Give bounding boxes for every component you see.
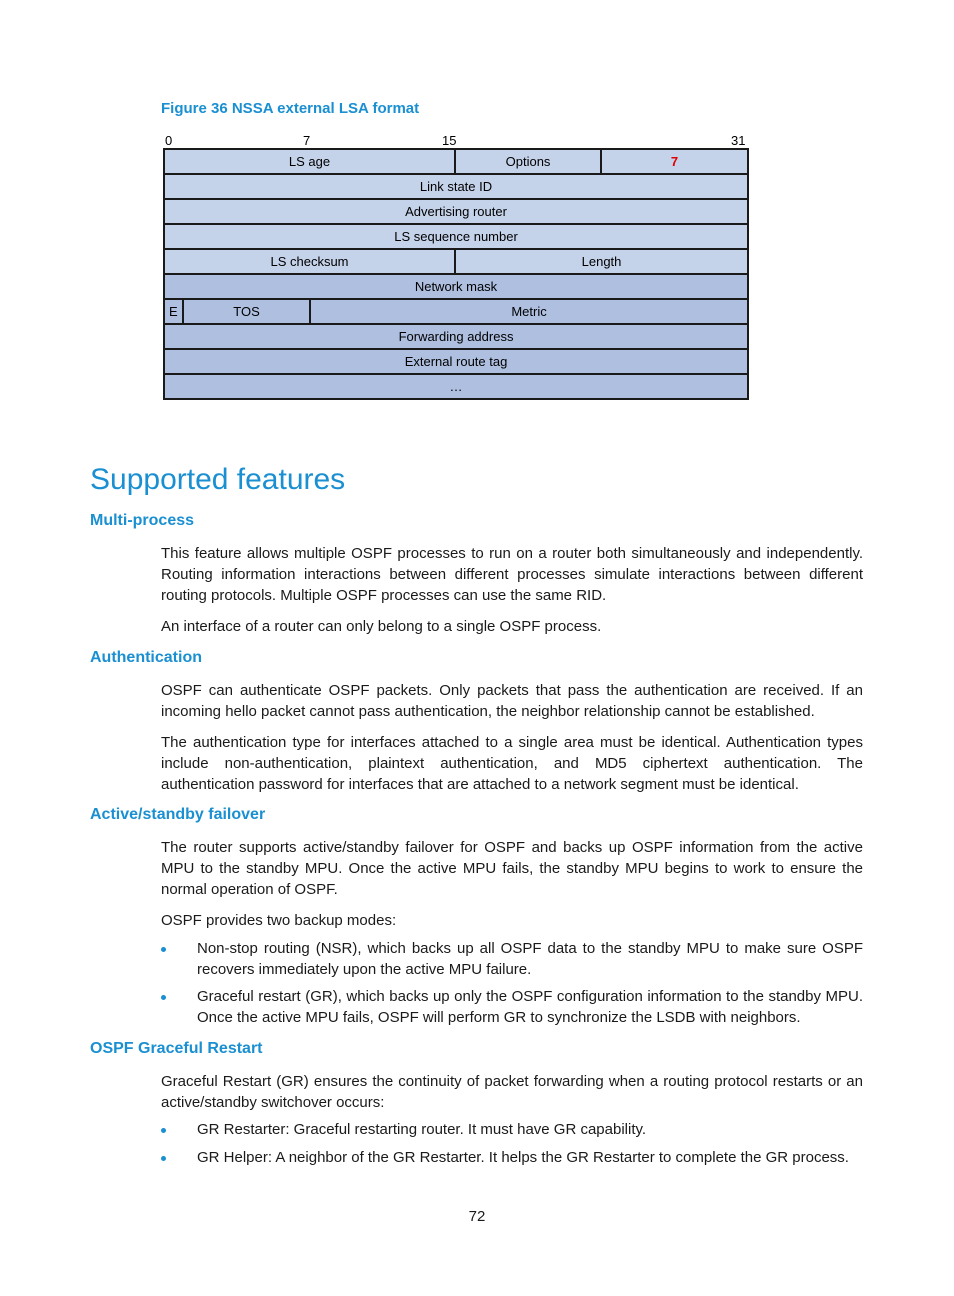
field-ellipsis: … [164,374,748,399]
list-item [161,986,863,1028]
bit-label-31: 31 [731,133,746,148]
bullet-icon [161,1156,166,1161]
list-item [161,938,863,980]
bit-label-7: 7 [303,133,311,148]
field-ls-age: LS age [164,149,455,174]
lsa-row [164,374,748,399]
bullet-icon [161,947,166,952]
heading-active-standby-failover: Active/standby failover [90,806,266,823]
failover-paragraph-1: The router supports active/standby failover for OSPF and backs up OSPF information from the active MPU to the standby MPU. Once the active MPU fails, the standby MPU begins to work to ensure the normal operation of OSPF. [161,839,863,898]
failover-paragraph-2: OSPF provides two backup modes: [161,912,397,929]
field-e-bit: E [164,299,183,324]
bit-label-0: 0 [165,133,173,148]
field-advertising-router: Advertising router [164,199,748,224]
field-ls-checksum: LS checksum [164,249,455,274]
bit-label-15: 15 [442,133,457,148]
list-item [161,1119,863,1140]
section-title: Supported features [90,463,346,496]
lsa-row [164,349,748,374]
heading-multi-process: Multi-process [90,512,195,529]
list-item-text: Graceful restart (GR), which backs up only the OSPF configuration information to the standby MPU. Once the active MPU fails, OSPF will perform GR to synchronize the LSDB with neighbors. [197,988,863,1026]
lsa-row [164,324,748,349]
multi-process-paragraph-1: This feature allows multiple OSPF processes to run on a router both simultaneously and independently. Routing information interactions between different processes simulate interactions between different routing protocols. Multiple OSPF processes can use the same RID. [161,545,863,604]
lsa-format-diagram [163,148,749,400]
field-tos: TOS [183,299,310,324]
lsa-row [164,174,748,199]
multi-process-paragraph-2: An interface of a router can only belong to a single OSPF process. [161,618,602,635]
list-item-text: GR Helper: A neighbor of the GR Restarter. It helps the GR Restarter to complete the GR process. [197,1149,849,1166]
field-link-state-id: Link state ID [164,174,748,199]
lsa-row [164,274,748,299]
field-ls-type: 7 [601,149,748,174]
field-forwarding-address: Forwarding address [164,324,748,349]
field-external-route-tag: External route tag [164,349,748,374]
lsa-row [164,224,748,249]
authentication-paragraph-1: OSPF can authenticate OSPF packets. Only packets that pass the authentication are received. If an incoming hello packet cannot pass authentication, the neighbor relationship cannot be established. [161,682,863,720]
graceful-restart-paragraph-1: Graceful Restart (GR) ensures the continuity of packet forwarding when a routing protocol restarts or an active/standby switchover occurs: [161,1073,863,1111]
figure-caption: Figure 36 NSSA external LSA format [161,100,420,117]
bullet-icon [161,1128,166,1133]
page-number: 72 [468,1208,486,1225]
field-ls-sequence-number: LS sequence number [164,224,748,249]
authentication-paragraph-2: The authentication type for interfaces attached to a single area must be identical. Authentication types include non-authentication, plaintext authentication, and MD5 ciphertext authentication. The authentication password for interfaces that are attached to a network segment must be identical. [161,734,863,793]
bullet-icon [161,995,166,1000]
heading-authentication: Authentication [90,649,202,666]
field-length: Length [455,249,748,274]
field-network-mask: Network mask [164,274,748,299]
lsa-row [164,199,748,224]
lsa-row [164,299,748,324]
list-item-text: GR Restarter: Graceful restarting router. It must have GR capability. [197,1121,647,1138]
lsa-row [164,249,748,274]
lsa-row [164,149,748,174]
field-options: Options [455,149,601,174]
list-item [161,1147,863,1168]
field-metric: Metric [310,299,748,324]
list-item-text: Non-stop routing (NSR), which backs up all OSPF data to the standby MPU to make sure OSPF recovers immediately upon the active MPU failure. [197,940,863,978]
heading-ospf-graceful-restart: OSPF Graceful Restart [90,1040,263,1057]
